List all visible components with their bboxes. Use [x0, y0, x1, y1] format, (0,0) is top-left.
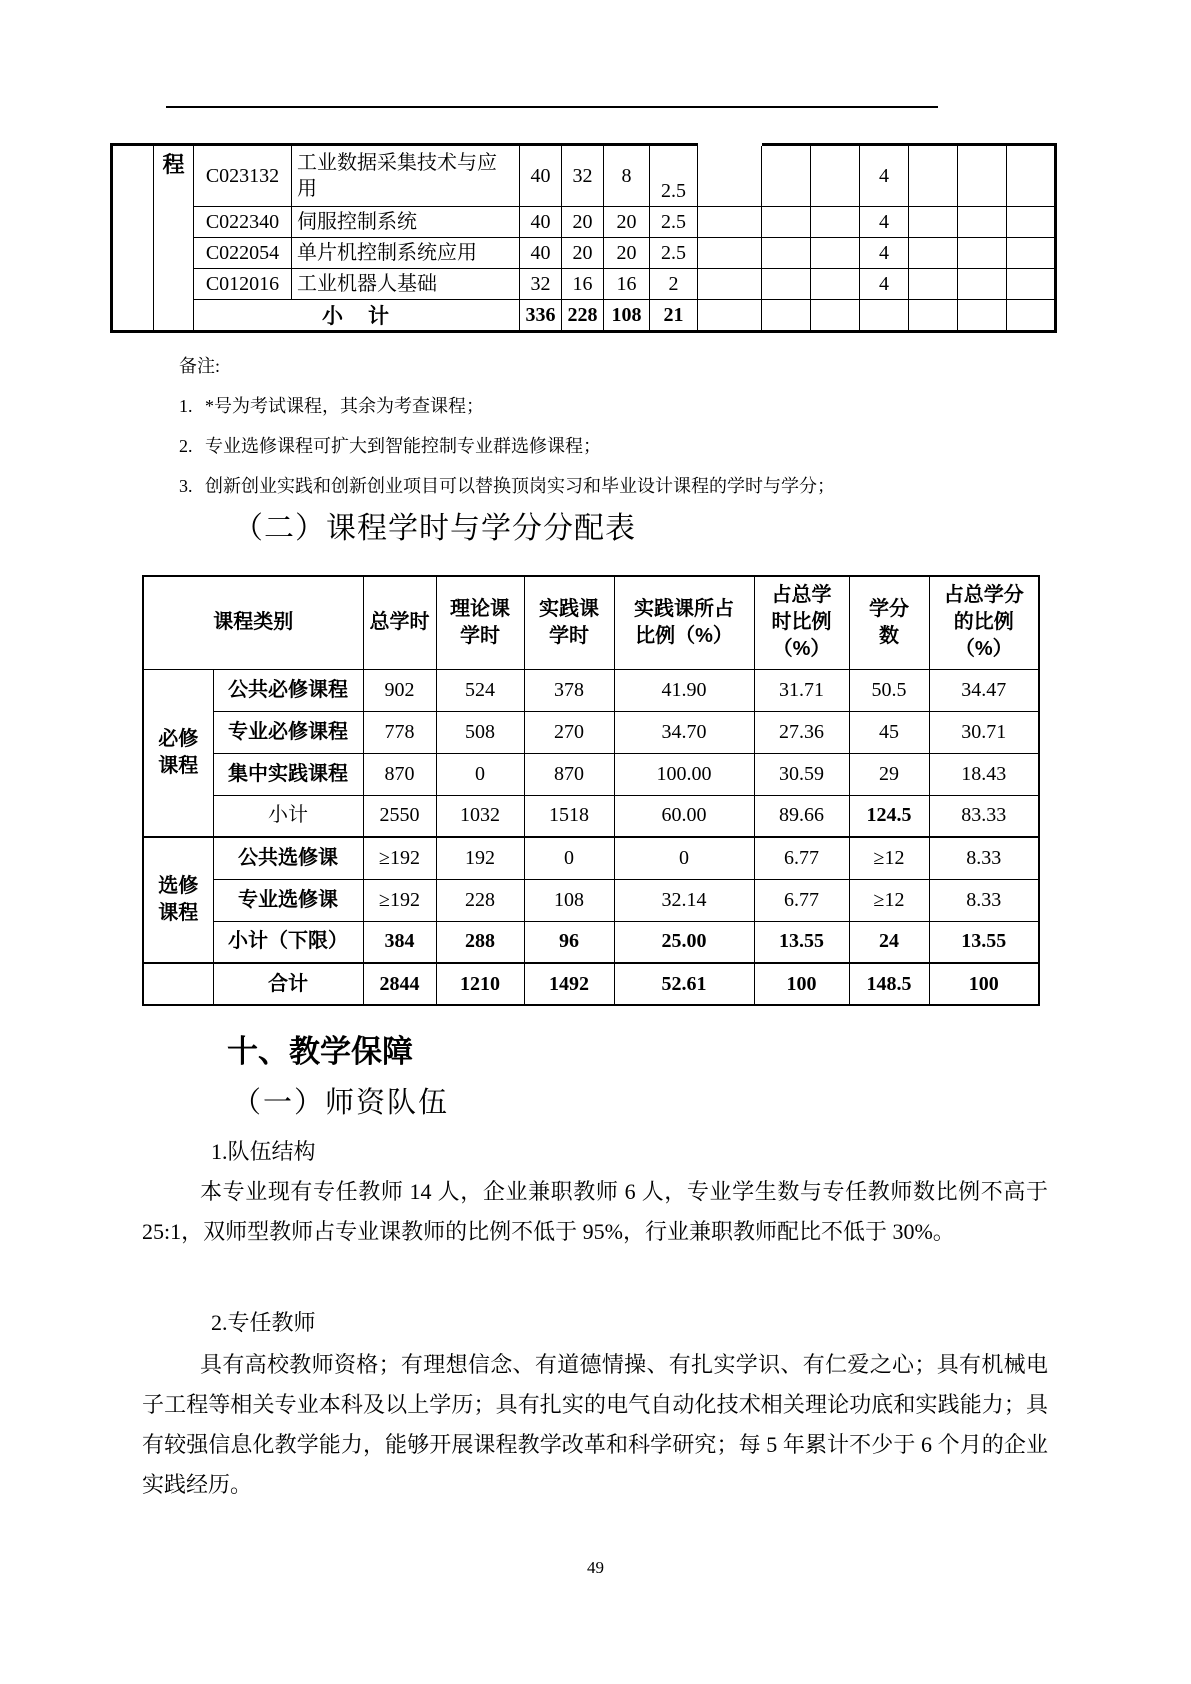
semester-cell: [860, 300, 909, 332]
header-category: 课程类别: [143, 576, 363, 669]
note-text: *号为考试课程，其余为考查课程；: [205, 396, 484, 416]
value-cell: 32.14: [614, 879, 754, 921]
value-cell: 96: [524, 921, 614, 963]
value-cell: 45: [849, 711, 929, 753]
section-title-teaching-support: 十、教学保障: [227, 1034, 413, 1069]
table-row: [143, 669, 1039, 711]
total-row: [143, 963, 1039, 1005]
value-cell: 13.55: [929, 921, 1039, 963]
credit-cell: 2.5: [650, 207, 698, 238]
table-row: [143, 837, 1039, 879]
value-cell: 508: [436, 711, 524, 753]
header-credit-ratio: 占总学分的比例（%）: [929, 576, 1039, 669]
row-label: 公共选修课: [213, 837, 363, 879]
value-cell: 6.77: [754, 837, 849, 879]
value-cell: 100: [754, 963, 849, 1005]
practice-hours-cell: 20: [604, 207, 650, 238]
value-cell: 0: [524, 837, 614, 879]
subtotal-row: [143, 921, 1039, 963]
header-total-hours-ratio: 占总学时比例（%）: [754, 576, 849, 669]
value-cell: 524: [436, 669, 524, 711]
row-label: 集中实践课程: [213, 753, 363, 795]
notes-block: [179, 346, 1059, 506]
header-practice-hours: 实践课学时: [524, 576, 614, 669]
semester-cell: [811, 238, 860, 269]
value-cell: ≥192: [363, 879, 436, 921]
value-cell: 1032: [436, 795, 524, 837]
value-cell: 30.71: [929, 711, 1039, 753]
semester-cell: [811, 300, 860, 332]
value-cell: 89.66: [754, 795, 849, 837]
course-code-cell: C022054: [194, 238, 292, 269]
semester-cell: [762, 269, 811, 300]
semester-cell: [958, 238, 1007, 269]
subtotal-label: 小 计: [194, 300, 520, 332]
row-label: 专业选修课: [213, 879, 363, 921]
semester-cell: [762, 238, 811, 269]
value-cell: 270: [524, 711, 614, 753]
value-cell: 902: [363, 669, 436, 711]
paragraph-team-structure: 本专业现有专任教师 14 人，企业兼职教师 6 人，专业学生数与专任教师数比例不高于 25:1，双师型教师占专业课教师的比例不低于 95%，行业兼职教师配比不低于 30%。: [142, 1179, 1048, 1244]
value-cell: 148.5: [849, 963, 929, 1005]
value-cell: 100.00: [614, 753, 754, 795]
value-cell: 384: [363, 921, 436, 963]
semester-cell: [958, 207, 1007, 238]
semester-cell: 4: [860, 207, 909, 238]
subtotal-theory-hours: 228: [562, 300, 604, 332]
value-cell: 13.55: [754, 921, 849, 963]
empty-cell: [698, 300, 762, 332]
semester-cell: [811, 207, 860, 238]
value-cell: 192: [436, 837, 524, 879]
row-label: 专业必修课程: [213, 711, 363, 753]
note-item: [179, 466, 1059, 506]
practice-hours-cell: 16: [604, 269, 650, 300]
header-credits: 学分数: [849, 576, 929, 669]
value-cell: 1210: [436, 963, 524, 1005]
subtotal-credits: 21: [650, 300, 698, 332]
value-cell: 870: [524, 753, 614, 795]
subtotal-row: [143, 795, 1039, 837]
row-label: 小计: [213, 795, 363, 837]
table-row: [143, 753, 1039, 795]
practice-hours-cell: 20: [604, 238, 650, 269]
group-required-courses: 必修课程: [143, 669, 213, 837]
semester-cell: [811, 145, 860, 207]
semester-cell: 4: [860, 145, 909, 207]
value-cell: 8.33: [929, 837, 1039, 879]
item-title-team-structure: 1.队伍结构: [211, 1139, 316, 1164]
total-hours-cell: 40: [520, 145, 562, 207]
item-title-fulltime-teachers: 2.专任教师: [211, 1310, 316, 1335]
value-cell: 50.5: [849, 669, 929, 711]
practice-hours-cell: 8: [604, 145, 650, 207]
course-code-cell: C012016: [194, 269, 292, 300]
value-cell: 8.33: [929, 879, 1039, 921]
value-cell: ≥12: [849, 879, 929, 921]
empty-cell: [698, 207, 762, 238]
value-cell: 25.00: [614, 921, 754, 963]
subtotal-row: [112, 300, 1056, 332]
row-label: 公共必修课程: [213, 669, 363, 711]
semester-cell: [909, 269, 958, 300]
course-plan-table: [110, 143, 1054, 333]
note-number: 2.: [179, 436, 193, 456]
value-cell: 6.77: [754, 879, 849, 921]
table-row: [112, 207, 1056, 238]
semester-cell: [762, 300, 811, 332]
credit-cell: 2.5: [650, 238, 698, 269]
value-cell: 30.59: [754, 753, 849, 795]
semester-cell: 4: [860, 269, 909, 300]
value-cell: 0: [614, 837, 754, 879]
theory-hours-cell: 16: [562, 269, 604, 300]
semester-cell: [909, 238, 958, 269]
subtotal-total-hours: 336: [520, 300, 562, 332]
note-item: [179, 426, 1059, 466]
header-theory-hours: 理论课学时: [436, 576, 524, 669]
value-cell: 34.70: [614, 711, 754, 753]
value-cell: 870: [363, 753, 436, 795]
note-text: 创新创业实践和创新创业项目可以替换顶岗实习和毕业设计课程的学时与学分；: [205, 476, 835, 496]
table-row: [143, 879, 1039, 921]
value-cell: 100: [929, 963, 1039, 1005]
empty-cell: [698, 269, 762, 300]
value-cell: 60.00: [614, 795, 754, 837]
semester-cell: [1007, 145, 1056, 207]
value-cell: 29: [849, 753, 929, 795]
category-side-label: 程: [154, 145, 194, 332]
header-practice-ratio: 实践课所占比例（%）: [614, 576, 754, 669]
header-total-hours: 总学时: [363, 576, 436, 669]
empty-cell: [112, 145, 154, 332]
value-cell: 378: [524, 669, 614, 711]
semester-cell: [958, 269, 1007, 300]
page-header-rule: [166, 106, 938, 108]
note-number: 1.: [179, 396, 193, 416]
value-cell: 1492: [524, 963, 614, 1005]
semester-cell: [909, 300, 958, 332]
notes-title: 备注:: [179, 356, 221, 376]
course-name-cell: 单片机控制系统应用: [292, 238, 520, 269]
course-code-cell: C022340: [194, 207, 292, 238]
total-hours-cell: 32: [520, 269, 562, 300]
header-row: [143, 576, 1039, 669]
value-cell: 34.47: [929, 669, 1039, 711]
semester-cell: 4: [860, 238, 909, 269]
value-cell: 228: [436, 879, 524, 921]
credit-cell: 2.5: [650, 145, 698, 207]
value-cell: 124.5: [849, 795, 929, 837]
semester-cell: [811, 269, 860, 300]
row-label: 合计: [213, 963, 363, 1005]
table-row: [112, 269, 1056, 300]
semester-cell: [1007, 207, 1056, 238]
value-cell: 2550: [363, 795, 436, 837]
value-cell: 52.61: [614, 963, 754, 1005]
value-cell: 288: [436, 921, 524, 963]
value-cell: 0: [436, 753, 524, 795]
total-hours-cell: 40: [520, 207, 562, 238]
value-cell: ≥12: [849, 837, 929, 879]
semester-cell: [958, 300, 1007, 332]
value-cell: 778: [363, 711, 436, 753]
semester-cell: [909, 145, 958, 207]
empty-cell: [698, 145, 762, 207]
course-name-cell: 工业数据采集技术与应用: [292, 145, 520, 207]
semester-cell: [762, 145, 811, 207]
value-cell: 18.43: [929, 753, 1039, 795]
semester-cell: [762, 207, 811, 238]
note-text: 专业选修课程可扩大到智能控制专业群选修课程；: [205, 436, 601, 456]
table-row: [112, 145, 1056, 207]
empty-cell: [143, 963, 213, 1005]
row-label: 小计（下限）: [213, 921, 363, 963]
semester-cell: [958, 145, 1007, 207]
course-name-cell: 工业机器人基础: [292, 269, 520, 300]
value-cell: 27.36: [754, 711, 849, 753]
semester-cell: [1007, 300, 1056, 332]
paragraph-fulltime-teachers: 具有高校教师资格；有理想信念、有道德情操、有扎实学识、有仁爱之心；具有机械电子工程等相关专业本科及以上学历；具有扎实的电气自动化技术相关理论功底和实践能力；具有较强信息化教学能力，能够开展课程教学改革和科学研究；每 5 年累计不少于 6 个月的企业实践经历。: [142, 1352, 1048, 1497]
value-cell: 83.33: [929, 795, 1039, 837]
semester-cell: [1007, 238, 1056, 269]
theory-hours-cell: 20: [562, 238, 604, 269]
course-code-cell: C023132: [194, 145, 292, 207]
subsection-title-faculty: （一）师资队伍: [232, 1087, 450, 1119]
section-title-allocation: （二）课程学时与学分分配表: [233, 512, 636, 545]
note-item: [179, 386, 1059, 426]
total-hours-cell: 40: [520, 238, 562, 269]
credit-cell: 2: [650, 269, 698, 300]
course-name-cell: 伺服控制系统: [292, 207, 520, 238]
table-row: [143, 711, 1039, 753]
value-cell: 108: [524, 879, 614, 921]
page-number: 49: [587, 1558, 604, 1577]
empty-cell: [698, 238, 762, 269]
value-cell: 24: [849, 921, 929, 963]
value-cell: 31.71: [754, 669, 849, 711]
value-cell: 2844: [363, 963, 436, 1005]
theory-hours-cell: 32: [562, 145, 604, 207]
note-number: 3.: [179, 476, 193, 496]
group-elective-courses: 选修课程: [143, 837, 213, 963]
table-row: [112, 238, 1056, 269]
value-cell: 1518: [524, 795, 614, 837]
hours-credits-allocation-table: [142, 575, 1038, 1006]
theory-hours-cell: 20: [562, 207, 604, 238]
value-cell: ≥192: [363, 837, 436, 879]
semester-cell: [909, 207, 958, 238]
value-cell: 41.90: [614, 669, 754, 711]
subtotal-practice-hours: 108: [604, 300, 650, 332]
semester-cell: [1007, 269, 1056, 300]
